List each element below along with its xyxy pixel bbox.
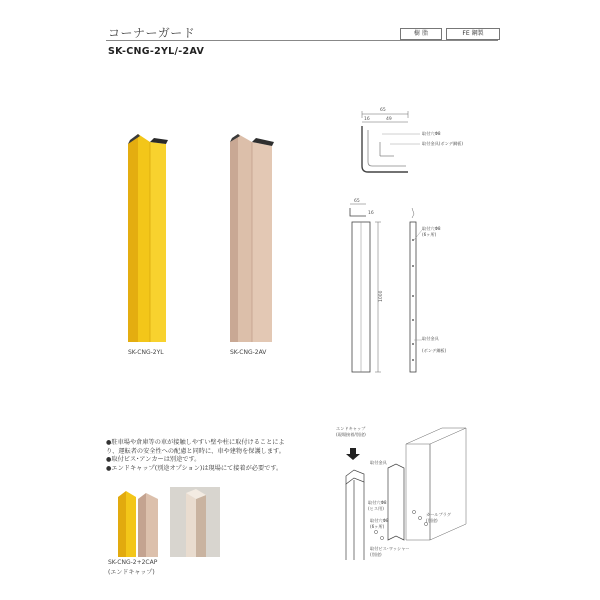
product-label-yellow: SK-CNG-2YL — [128, 349, 164, 356]
section-dim-inner: 49 — [386, 117, 392, 122]
install-note-hole2-sub: (6ヶ所) — [370, 524, 385, 529]
section-note-hole: 取付穴Φ8 — [422, 131, 441, 136]
elevation-note-hole-sub: (6ヶ所) — [422, 232, 437, 237]
product-image-beige — [222, 128, 288, 348]
feature-bullet: ●取付ビス･アンカーは別途です。 — [106, 456, 201, 464]
material-badge-resin: 樹 脂 — [400, 28, 442, 40]
install-note-end-cap: エンドキャップ — [336, 426, 366, 431]
product-label-beige: SK-CNG-2AV — [230, 349, 267, 356]
install-note-washer: 取付ビス･ワッシャー — [370, 546, 410, 551]
install-note-plug: カールプラグ — [426, 512, 452, 517]
elevation-dim-top: 65 — [354, 199, 360, 204]
elevation-dim-top2: 16 — [368, 211, 374, 216]
section-note-bracket: 取付金具(ボンデ鋼板) — [422, 141, 463, 146]
elevation-dim-length: 1000 — [379, 290, 384, 302]
section-dim-side: 16 — [364, 117, 370, 122]
installation-diagram — [330, 424, 480, 564]
end-cap-caption-sub: (エンドキャップ) — [108, 569, 155, 576]
install-note-hole2: 取付穴Φ8 — [370, 518, 389, 523]
install-note-hole1-sub: (ヒス用) — [368, 506, 384, 511]
install-note-end-cap-sub: (現場接着/別途) — [336, 432, 366, 437]
section-drawing — [350, 100, 470, 180]
install-note-hole1: 取付穴Φ8 — [368, 500, 387, 505]
section-dim-width: 65 — [380, 108, 386, 113]
elevation-note-bracket: 取付金具 — [422, 336, 439, 341]
model-number: SK-CNG-2YL/-2AV — [108, 46, 205, 57]
end-cap-photo — [106, 487, 164, 557]
elevation-note-hole: 取付穴Φ8 — [422, 226, 441, 231]
install-note-washer-sub: (別途) — [370, 552, 382, 557]
material-badge-steel: FE 鋼製 — [446, 28, 500, 40]
install-note-bracket: 取付金具 — [370, 460, 387, 465]
header-divider — [106, 40, 498, 41]
feature-list — [106, 439, 306, 473]
elevation-note-bracket-sub: (ボンデ鋼板) — [422, 348, 447, 353]
feature-bullet: ●駐車場や倉庫等の車が接触しやすい壁や柱に取付けることによ — [106, 439, 285, 446]
front-elevation-drawing — [344, 198, 394, 378]
end-cap-caption: SK-CNG-2+2CAP — [108, 559, 158, 566]
page-title: コーナーガード — [108, 26, 196, 40]
install-note-plug-sub: (別途) — [426, 518, 438, 523]
product-image-yellow — [120, 128, 180, 348]
installed-photo — [170, 487, 220, 557]
feature-bullet: ●エンドキャップ(別途オプション)は現場にて接着が必要です。 — [106, 464, 283, 472]
feature-bullet: り、運転者の安全性への配慮と同時に、車や建物を保護します。 — [106, 447, 285, 455]
side-elevation-drawing — [400, 200, 480, 380]
